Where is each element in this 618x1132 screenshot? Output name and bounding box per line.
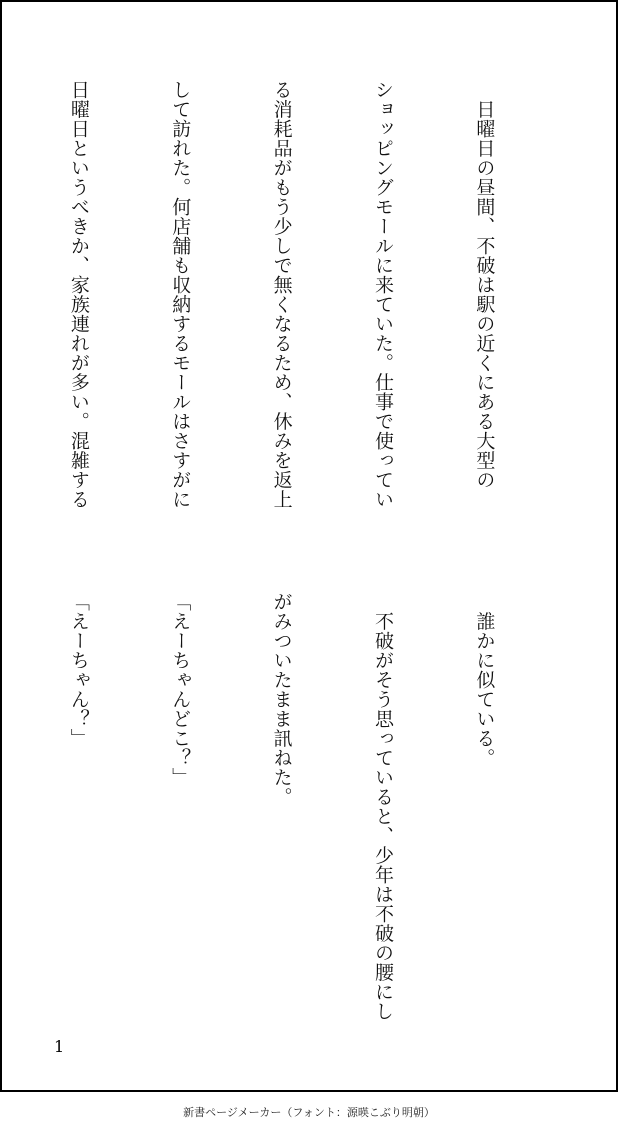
text-line: 不破がそう思っていると、少年は不破の腰にし [372,592,395,1021]
text-line: がみついたまま訊ねた。 [270,592,293,807]
text-line: る消耗品がもう少しで無くなるため、休みを返上 [270,80,293,509]
text-line: 日曜日というべきか、家族連れが多い。混雑する [67,80,90,509]
text-line: して訪れた。何店舗も収納するモールはさすがに [169,80,192,509]
upper-text-block [0,80,568,550]
text-line: 誰かに似ている。 [473,592,496,768]
lower-text-block [0,592,568,1024]
footer-caption: 新書ページメーカー（フォント：源暎こぶり明朝） [183,1106,435,1119]
text-line: 日曜日の昼間、不破は駅の近くにある大型の [473,80,496,490]
text-line: 「えーちゃんどこ？」 [169,592,192,787]
page-number: 1 [54,1037,65,1056]
text-line: ショッピングモールに来ていた。仕事で使ってい [372,80,395,509]
text-line: 「えーちゃん？」 [67,592,90,748]
